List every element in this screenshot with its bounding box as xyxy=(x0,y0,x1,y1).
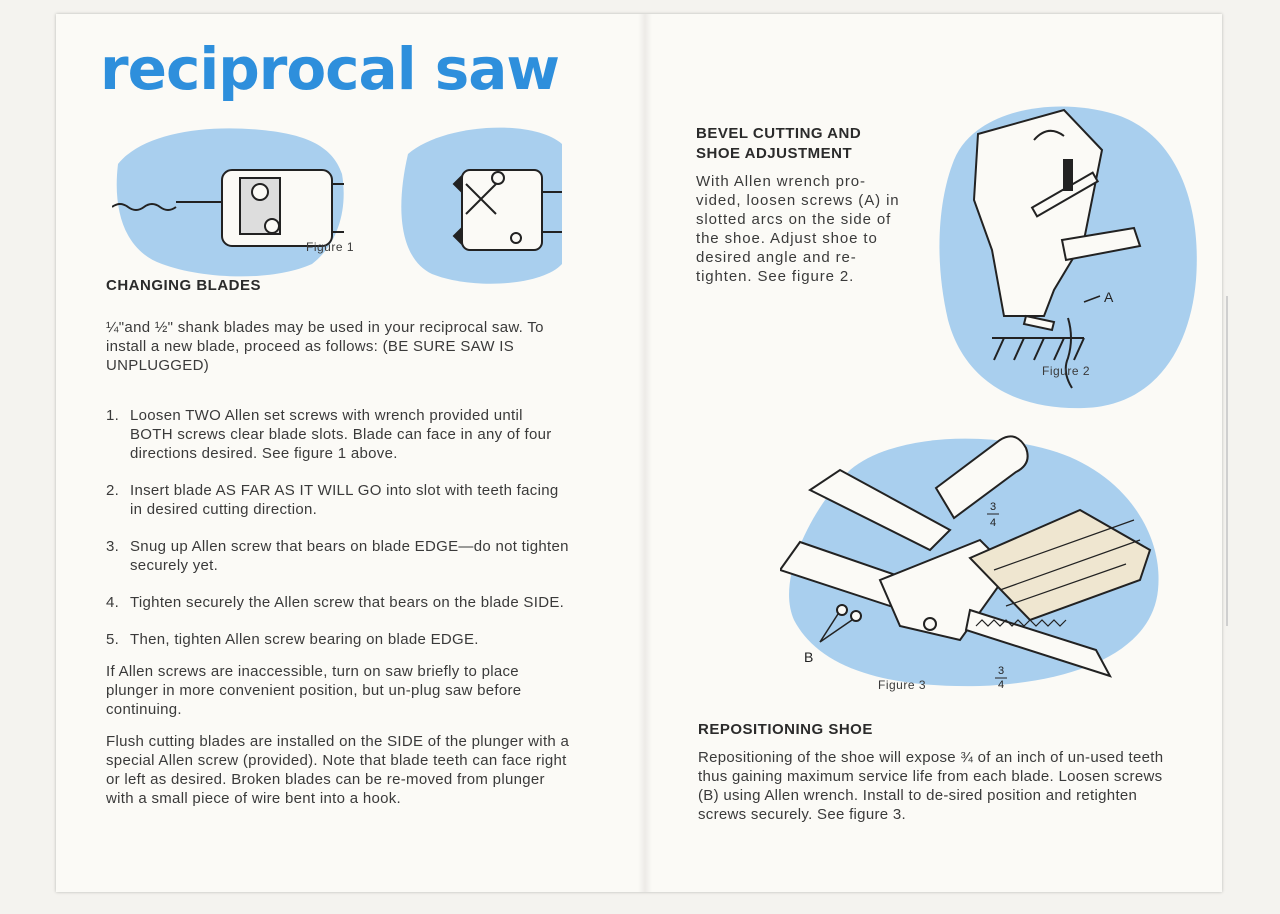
step-number: 2. xyxy=(106,482,120,499)
figure-1-caption: Figure 1 xyxy=(306,240,355,254)
step-item xyxy=(106,406,570,463)
figure-3-caption: Figure 3 xyxy=(878,678,927,692)
step-item xyxy=(106,630,570,649)
figure-3-illustration xyxy=(780,430,1170,690)
blade-steps-list xyxy=(106,406,570,649)
step-text: Loosen TWO Allen set screws with wrench provided until BOTH screws clear blade slots. Blade can face in any of four directions desired. See figure 1 above. xyxy=(130,407,552,462)
step-text: Tighten securely the Allen screw that bears on the blade SIDE. xyxy=(130,594,565,611)
step-item xyxy=(106,481,570,519)
step-text: Insert blade AS FAR AS IT WILL GO into slot with teeth facing in desired cutting direction. xyxy=(130,482,559,518)
step-item xyxy=(106,593,570,612)
right-page xyxy=(644,14,1222,892)
step-text: Then, tighten Allen screw bearing on blade EDGE. xyxy=(130,631,479,648)
changing-blades-heading: CHANGING BLADES xyxy=(106,277,262,294)
bevel-heading-line-2: SHOE ADJUSTMENT xyxy=(696,145,853,162)
step-number: 3. xyxy=(106,538,120,555)
figure-3-fraction-bottom-den: 4 xyxy=(998,679,1005,690)
manual-spread xyxy=(56,14,1222,892)
bevel-paragraph: With Allen wrench pro-vided, loosen screws (A) in slotted arcs on the side of the shoe. Adjust shoe to desired angle and re-tighten. See figure 2. xyxy=(696,173,900,285)
step-number: 4. xyxy=(106,594,120,611)
bevel-heading-line-1: BEVEL CUTTING AND xyxy=(696,125,862,142)
figure-3-fraction-top-num: 3 xyxy=(990,501,997,513)
page-edge-mark xyxy=(1226,296,1228,626)
step-text: Snug up Allen screw that bears on blade EDGE—do not tighten securely yet. xyxy=(130,538,569,574)
repositioning-paragraph: Repositioning of the shoe will expose ¾ of an inch of un-used teeth thus gaining maximum service life from each blade. Loosen screws (B) using Allen wrench. Install to de-sired position and retighten screws securely. See figure 3. xyxy=(698,749,1164,823)
figure-1-illustration xyxy=(112,114,562,294)
changing-blades-intro: ¼"and ½" shank blades may be used in your reciprocal saw. To install a new blade, proceed as follows: (BE SURE SAW IS UNPLUGGED) xyxy=(106,319,544,374)
step-number: 5. xyxy=(106,631,120,648)
page-title: reciprocal saw xyxy=(100,35,560,103)
left-page xyxy=(56,14,644,892)
figure-3-fraction-top-den: 4 xyxy=(990,517,997,529)
step-item xyxy=(106,537,570,575)
figure-3-label-b: B xyxy=(804,649,814,665)
repositioning-heading: REPOSITIONING SHOE xyxy=(698,721,873,738)
figure-3-fraction-bottom-num: 3 xyxy=(998,665,1005,677)
figure-2-label-a: A xyxy=(1104,289,1114,305)
flush-cutting-paragraph: Flush cutting blades are installed on the SIDE of the plunger with a special Allen screw (provided). Note that blade teeth can face right or left as desired. Broken blades can be re-moved from plunger with a small piece of wire bent into a hook. xyxy=(106,733,570,807)
inaccessible-screws-paragraph: If Allen screws are inaccessible, turn on saw briefly to place plunger in more convenient position, but un-plug saw before continuing. xyxy=(106,663,522,718)
figure-2-caption: Figure 2 xyxy=(1042,364,1091,378)
bevel-heading xyxy=(696,124,861,164)
step-number: 1. xyxy=(106,407,120,424)
